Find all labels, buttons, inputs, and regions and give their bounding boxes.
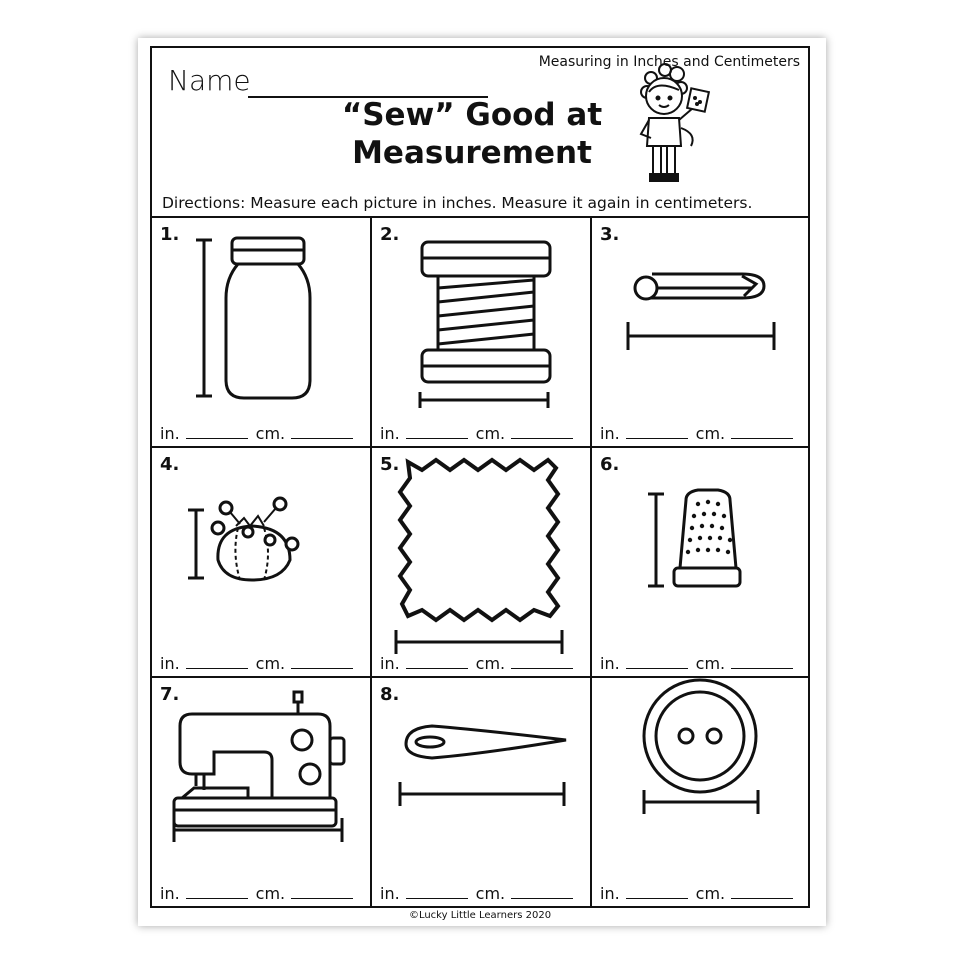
centimeters-answer-blank[interactable] [511,438,573,439]
inches-label: in. [600,884,620,903]
item-number: 4. [160,454,180,475]
safety-pin-icon [592,218,810,447]
item-cell-4 [152,448,370,677]
centimeters-label: cm. [695,654,726,673]
subject-label: Measuring in Inches and Centimeters [538,54,800,70]
item-number: 5. [380,454,400,475]
girl-with-fabric-icon [637,62,727,190]
item-cell-5 [372,448,590,677]
centimeters-label: cm. [695,424,726,443]
measurement-grid [152,218,808,908]
answer-row [160,654,353,673]
thread-spool-icon [372,218,590,447]
centimeters-answer-blank[interactable] [511,668,573,669]
inches-label: in. [380,884,400,903]
answer-row [380,654,573,673]
inches-label: in. [160,654,180,673]
title-line-2: Measurement [352,135,592,171]
inches-label: in. [160,424,180,443]
sewing-machine-icon [152,678,370,907]
centimeters-answer-blank[interactable] [291,438,353,439]
centimeters-label: cm. [255,884,286,903]
answer-row [160,424,353,443]
inches-answer-blank[interactable] [406,668,468,669]
centimeters-answer-blank[interactable] [731,898,793,899]
item-number: 3. [600,224,620,245]
inches-answer-blank[interactable] [186,438,248,439]
item-cell-2 [372,218,590,447]
answer-row [600,654,793,673]
centimeters-label: cm. [475,654,506,673]
item-cell-1 [152,218,370,447]
title-line-1: “Sew” Good at [341,97,603,133]
inches-answer-blank[interactable] [626,668,688,669]
pin-cushion-icon [152,448,370,677]
inches-answer-blank[interactable] [186,668,248,669]
item-number: 7. [160,684,180,705]
inches-label: in. [160,884,180,903]
item-number: 2. [380,224,400,245]
centimeters-answer-blank[interactable] [291,668,353,669]
inches-label: in. [600,424,620,443]
answer-row [600,424,793,443]
worksheet-header [152,48,808,218]
inches-answer-blank[interactable] [626,898,688,899]
centimeters-label: cm. [695,884,726,903]
item-number: 1. [160,224,180,245]
mason-jar-icon [152,218,370,447]
fabric-swatch-icon [372,448,590,677]
centimeters-answer-blank[interactable] [731,668,793,669]
item-cell-7 [152,678,370,907]
inches-answer-blank[interactable] [406,898,468,899]
thimble-icon [592,448,810,677]
inches-label: in. [380,654,400,673]
centimeters-label: cm. [475,884,506,903]
centimeters-answer-blank[interactable] [731,438,793,439]
centimeters-label: cm. [475,424,506,443]
centimeters-answer-blank[interactable] [511,898,573,899]
inches-answer-blank[interactable] [186,898,248,899]
inches-answer-blank[interactable] [626,438,688,439]
page-title [302,96,642,172]
item-cell-3 [592,218,810,447]
answer-row [380,424,573,443]
centimeters-answer-blank[interactable] [291,898,353,899]
item-cell-6 [592,448,810,677]
inches-label: in. [600,654,620,673]
answer-row [160,884,353,903]
item-number: 8. [380,684,400,705]
item-cell-8 [372,678,590,907]
inches-answer-blank[interactable] [406,438,468,439]
answer-row [600,884,793,903]
name-label: Name [168,64,251,97]
worksheet-frame [150,46,810,908]
inches-label: in. [380,424,400,443]
directions-text: Directions: Measure each picture in inches. Measure it again in centimeters. [162,194,753,212]
centimeters-label: cm. [255,424,286,443]
needle-icon [372,678,590,907]
answer-row [380,884,573,903]
button-icon [592,678,810,907]
copyright-footer: ©Lucky Little Learners 2020 [408,910,552,921]
item-cell-9 [592,678,810,907]
centimeters-label: cm. [255,654,286,673]
item-number: 6. [600,454,620,475]
